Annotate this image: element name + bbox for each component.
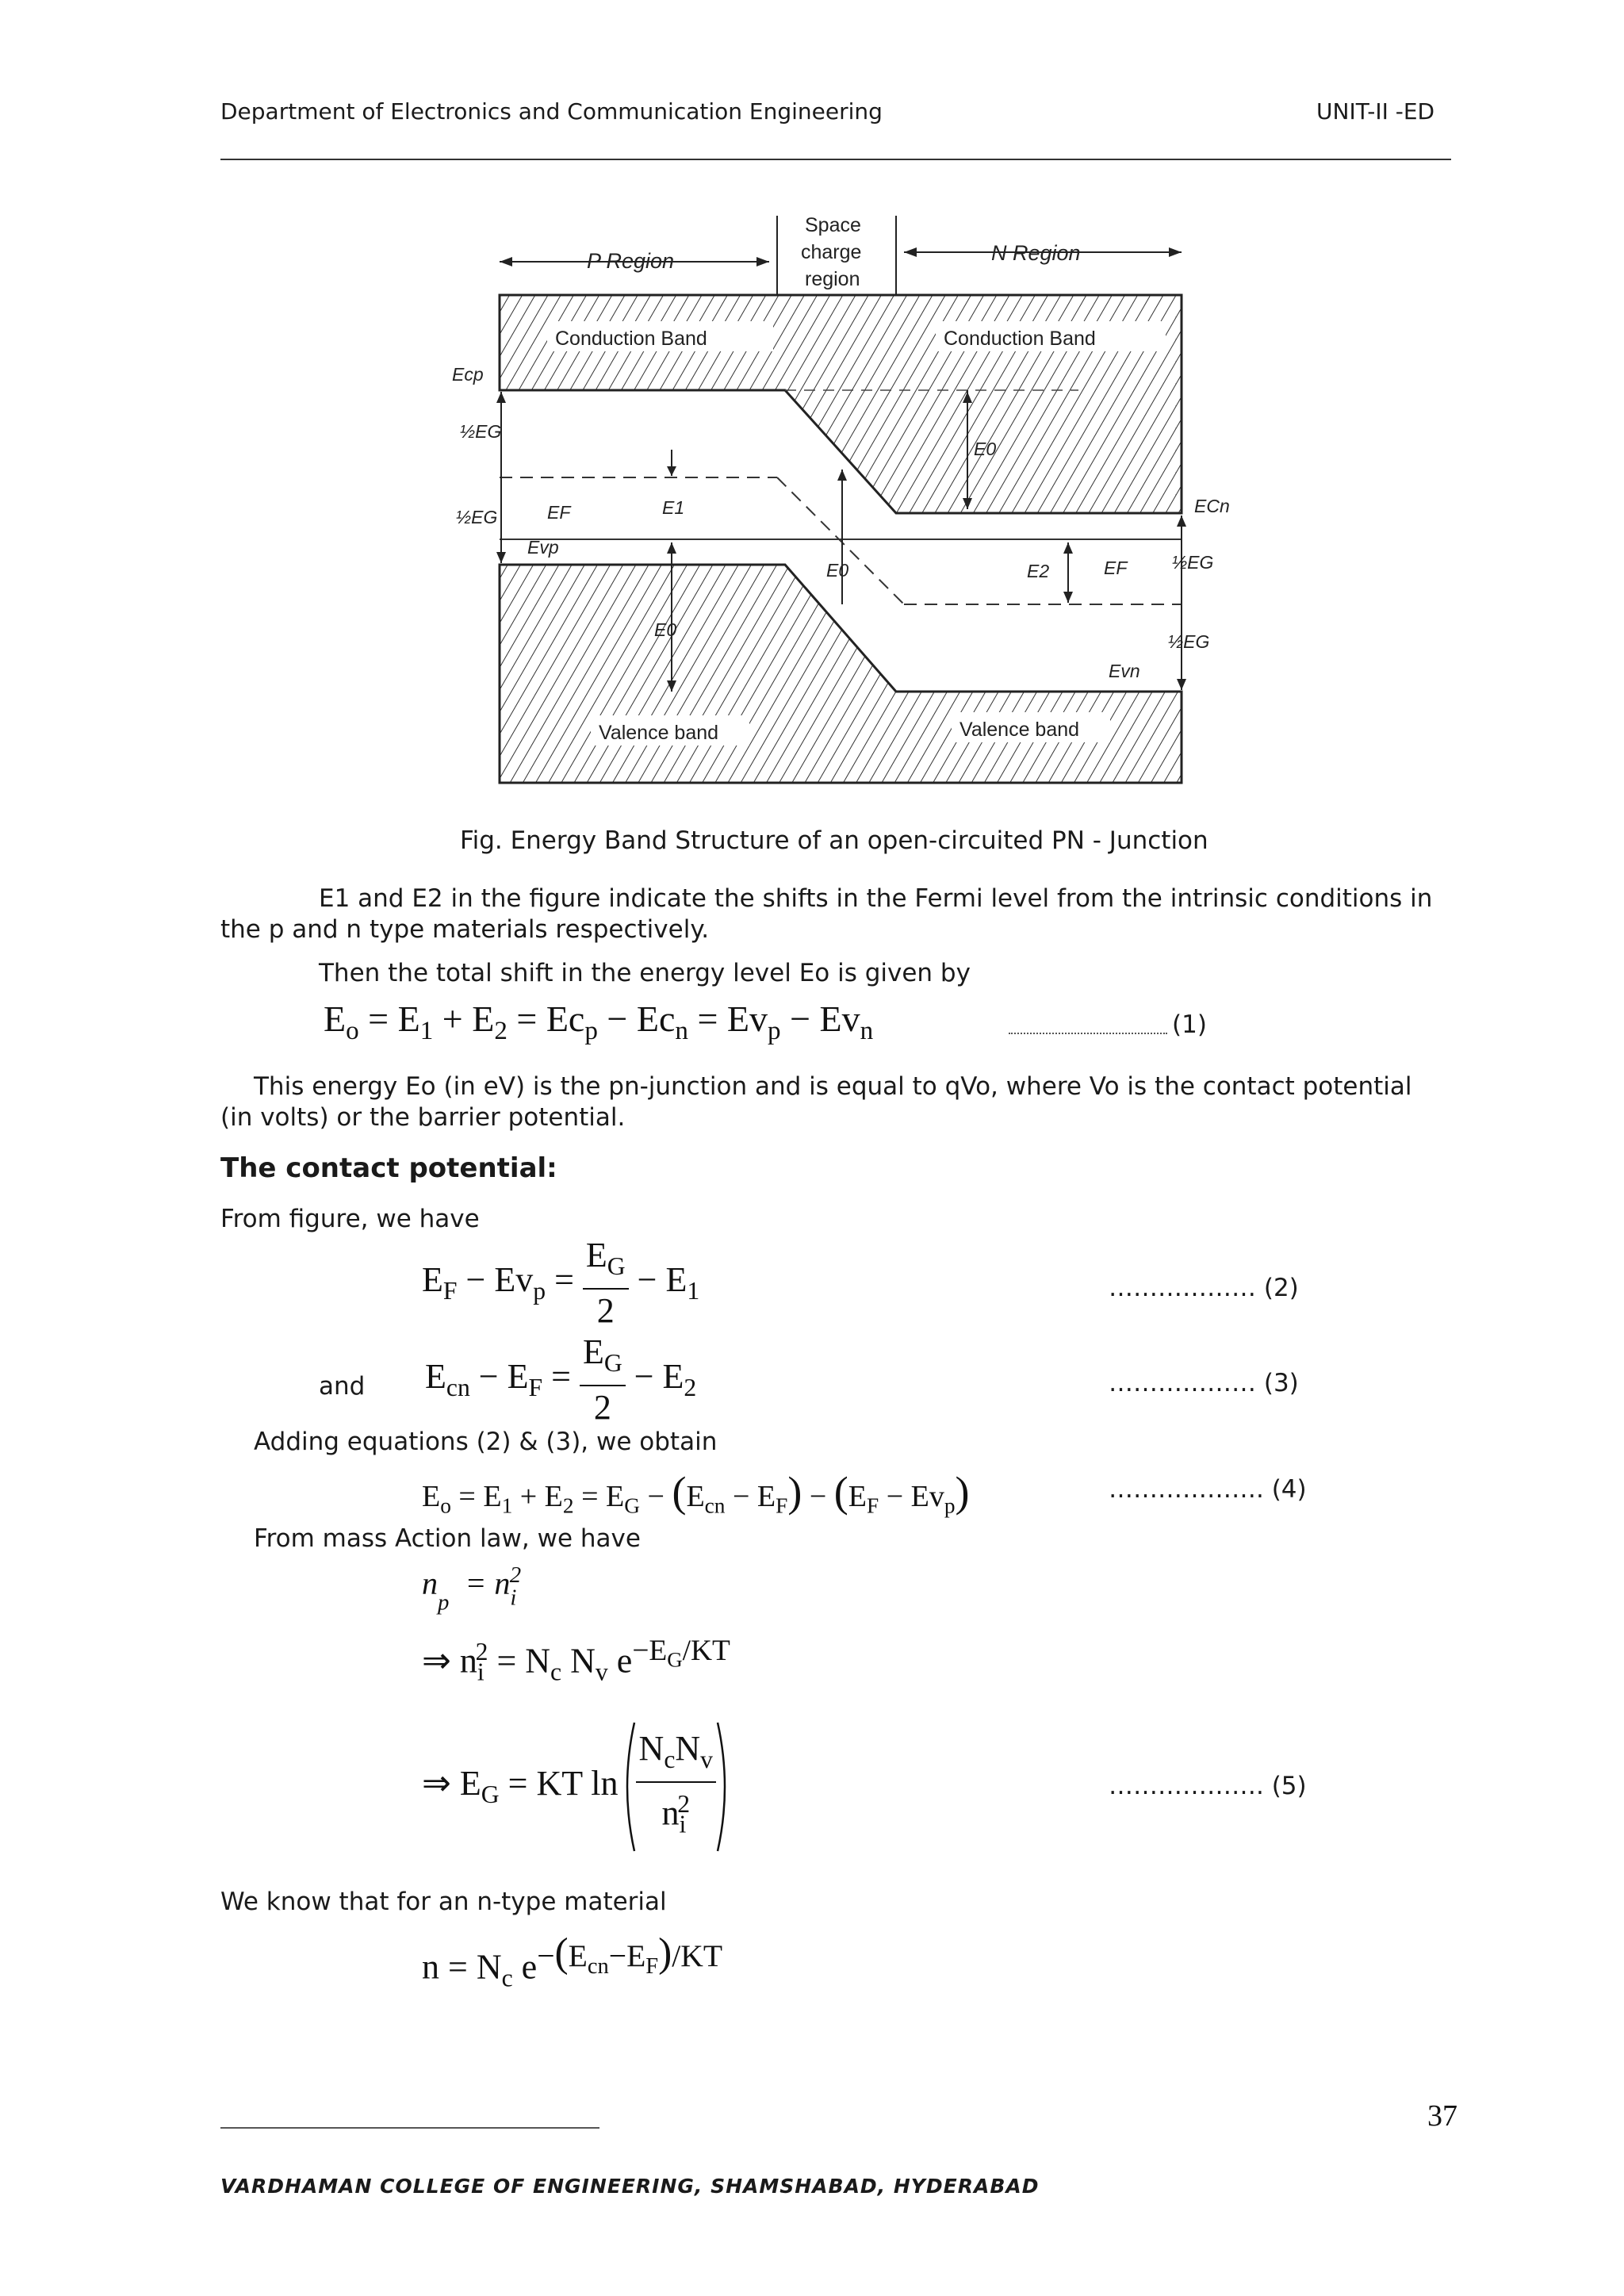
space-charge-label-1: Space <box>805 214 861 236</box>
mass-action-text: From mass Action law, we have <box>254 1524 641 1553</box>
ecn-label: ECn <box>1194 496 1230 516</box>
ef-label-p: EF <box>547 502 571 523</box>
equation-2: $E_F - Ev_p$ = $\frac{E_G}{2}$ − $E_1$ <box>422 1236 700 1330</box>
equation-5: ⇒ $E_G$ = KT ln $\frac{N_cN_v}{n_i^2}$ <box>422 1719 733 1854</box>
n-region-label: N Region <box>991 241 1081 265</box>
and-label: and <box>319 1372 366 1401</box>
conduction-band-n-label: Conduction Band <box>944 328 1096 350</box>
evn-label: Evn <box>1109 661 1140 681</box>
half-eg-label-2: ½EG <box>456 507 498 527</box>
para1-line2: the p and n type materials respectively. <box>220 915 710 944</box>
para3-line1: This energy Eo (in eV) is the pn-junction and is equal to qVo, where Vo is the contact potential <box>254 1072 1412 1101</box>
equation-4: $E_o = E_1 + E_2 = E_G - (E_{cn} - E_F) - (E_F - Ev_p)$ <box>422 1468 970 1518</box>
equation-mass-action: $n_p = n_i^2$ <box>422 1562 522 1616</box>
header-unit: UNIT-II -ED <box>1316 98 1435 125</box>
equation-3: $E_{cn} - E_F$ = $\frac{E_G}{2}$ − $E_2$ <box>425 1332 697 1427</box>
e0-label-centre: E0 <box>826 560 849 581</box>
para2: Then the total shift in the energy level Eo is given by <box>319 959 971 987</box>
college-name: VARDHAMAN COLLEGE OF ENGINEERING, SHAMSHABAD, HYDERABAD <box>220 2175 1040 2198</box>
para3-line2: (in volts) or the barrier potential. <box>220 1103 626 1132</box>
e2-label: E2 <box>1027 561 1050 581</box>
equation-ntype: $n = N_c$ $e^{-(E_{cn}-E_F)/KT}$ <box>422 1930 723 1992</box>
e0-label-top: E0 <box>974 439 997 459</box>
ntype-text: We know that for an n-type material <box>220 1888 667 1916</box>
equation-1: $E_o = E_1 + E_2 = Ec_p - Ec_n = Ev_p - Ev_n$ <box>324 999 874 1046</box>
eq1-number: (1) <box>1172 1010 1207 1039</box>
p-region-label: P Region <box>587 249 675 273</box>
header-department: Department of Electronics and Communication Engineering <box>220 98 883 125</box>
eq5-number: ………………. (5) <box>1109 1772 1307 1800</box>
page-number: 37 <box>1427 2099 1457 2133</box>
footer-rule <box>220 2127 599 2129</box>
para1-line1: E1 and E2 in the figure indicate the shifts in the Fermi level from the intrinsic conditions in <box>319 884 1433 913</box>
e1-label: E1 <box>662 497 685 518</box>
equation-ni-squared: ⇒ $n_i^2 = N_c$ $N_v$ $e^{-E_G/KT}$ <box>422 1635 730 1686</box>
half-eg-label-4: ½EG <box>1168 631 1210 652</box>
e0-label-left: E0 <box>654 619 677 640</box>
ecp-label: Ecp <box>452 364 484 385</box>
from-figure: From figure, we have <box>220 1205 480 1233</box>
half-eg-label-3: ½EG <box>1172 552 1214 573</box>
eq3-number: ……………… (3) <box>1109 1369 1299 1397</box>
eq4-number: ………………. (4) <box>1109 1475 1307 1504</box>
space-charge-label-3: region <box>805 268 860 290</box>
energy-band-diagram <box>444 208 1230 795</box>
half-eg-label-1: ½EG <box>460 421 502 442</box>
figure-caption: Fig. Energy Band Structure of an open-circuited PN - Junction <box>460 826 1208 855</box>
conduction-band-p-label: Conduction Band <box>555 328 707 350</box>
valence-band-n-label: Valence band <box>959 719 1080 741</box>
ef-label-n: EF <box>1104 558 1128 578</box>
valence-band-p-label: Valence band <box>599 722 719 744</box>
adding-text: Adding equations (2) & (3), we obtain <box>254 1428 718 1456</box>
section-title: The contact potential: <box>220 1152 557 1184</box>
header-rule <box>220 159 1451 160</box>
eq1-leader <box>1009 1033 1167 1034</box>
eq2-number: ……………… (2) <box>1109 1274 1299 1302</box>
evp-label: Evp <box>527 537 559 558</box>
space-charge-label-2: charge <box>801 241 862 263</box>
